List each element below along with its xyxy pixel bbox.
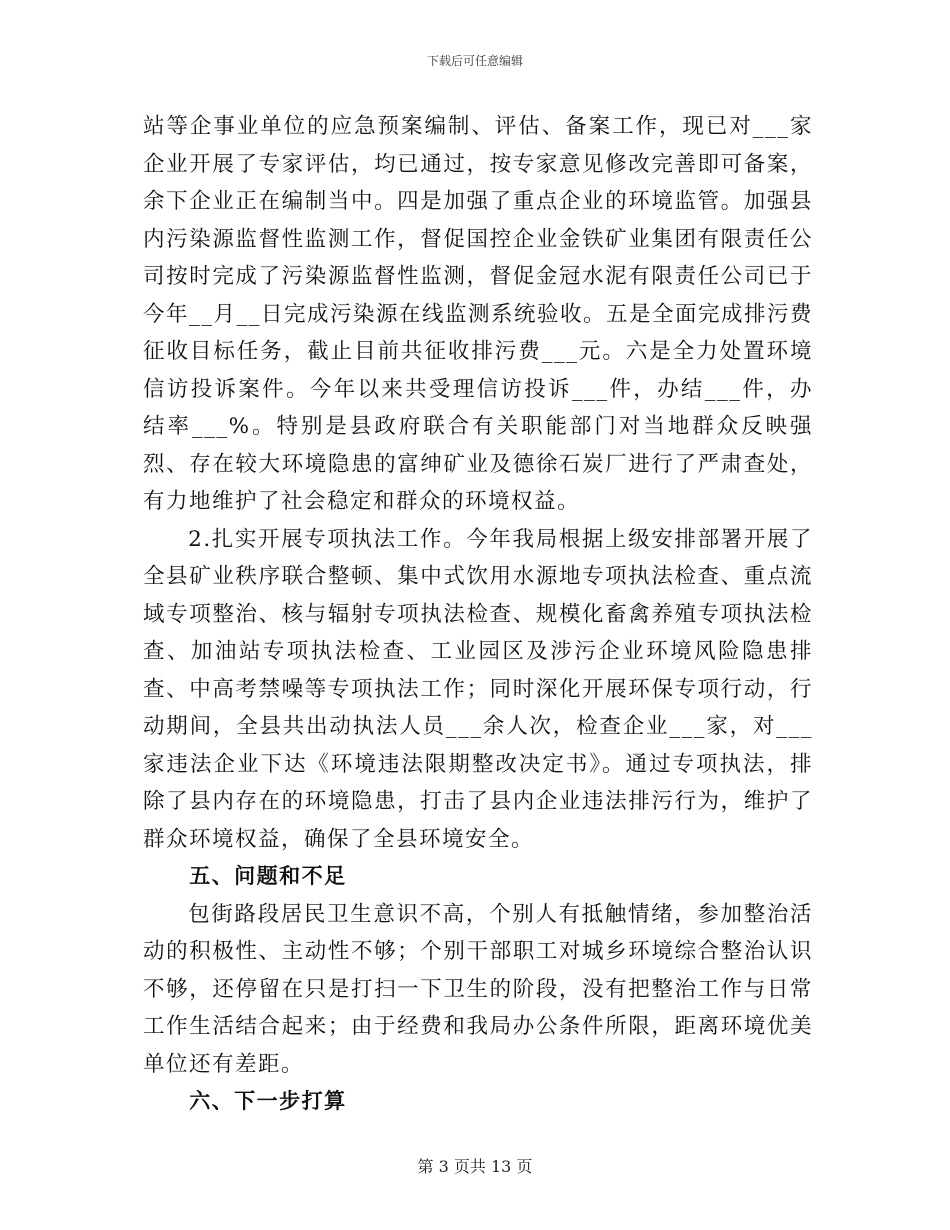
paragraph-continuation: 站等企事业单位的应急预案编制、评估、备案工作，现已对___家企业开展了专家评估，均已通过，按专家意见修改完善即可备案，余下企业正在编制当中。四是加强了重点企业的环境监管。加强县内污染源监督性监测工作，督促国控企业金铁矿业集团有限责任公司按时完成了污染源监督性监测，督促金冠水泥有限责任公司已于今年__月__日完成污染源在线监测系统验收。五是全面完成排污费征收目标任务，截止目前共征收排污费___元。六是全力处置环境信访投诉案件。今年以来共受理信访投诉___件，办结___件，办结率___%。特别是县政府联合有关职能部门对当地群众反映强烈、存在较大环境隐患的富绅矿业及德徐石炭厂进行了严肃查处，有力地维护了社会稳定和群众的环境权益。 xyxy=(143,114,814,514)
document-body xyxy=(143,108,813,1121)
paragraph-problems: 包街路段居民卫生意识不高，个别人有抵触情绪，参加整治活动的积极性、主动性不够；个别干部职工对城乡环境综合整治认识不够，还停留在只是打扫一下卫生的阶段，没有把整治工作与日常工作生活结合起来；由于经费和我局办公条件所限，距离环境优美单位还有差距。 xyxy=(143,901,813,1077)
section-heading-next-steps: 六、下一步打算 xyxy=(189,1089,347,1113)
section-heading-problems: 五、问题和不足 xyxy=(189,864,347,888)
page-header: 下载后可任意编辑 xyxy=(426,54,523,68)
paragraph-enforcement: 2.扎实开展专项执法工作。今年我局根据上级安排部署开展了全县矿业秩序联合整顿、集中式饮用水源地专项执法检查、重点流域专项整治、核与辐射专项执法检查、规模化畜禽养殖专项执法检查、加油站专项执法检查、工业园区及涉污企业环境风险隐患排查、中高考禁噪等专项执法工作；同时深化开展环保专项行动，行动期间，全县共出动执法人员___余人次，检查企业___家，对___家违法企业下达《环境违法限期整改决定书》。通过专项执法，排除了县内存在的环境隐患，打击了县内企业违法排污行为，维护了群众环境权益，确保了全县环境安全。 xyxy=(143,526,813,852)
page-footer: 第 3 页共 13 页 xyxy=(417,1157,533,1176)
